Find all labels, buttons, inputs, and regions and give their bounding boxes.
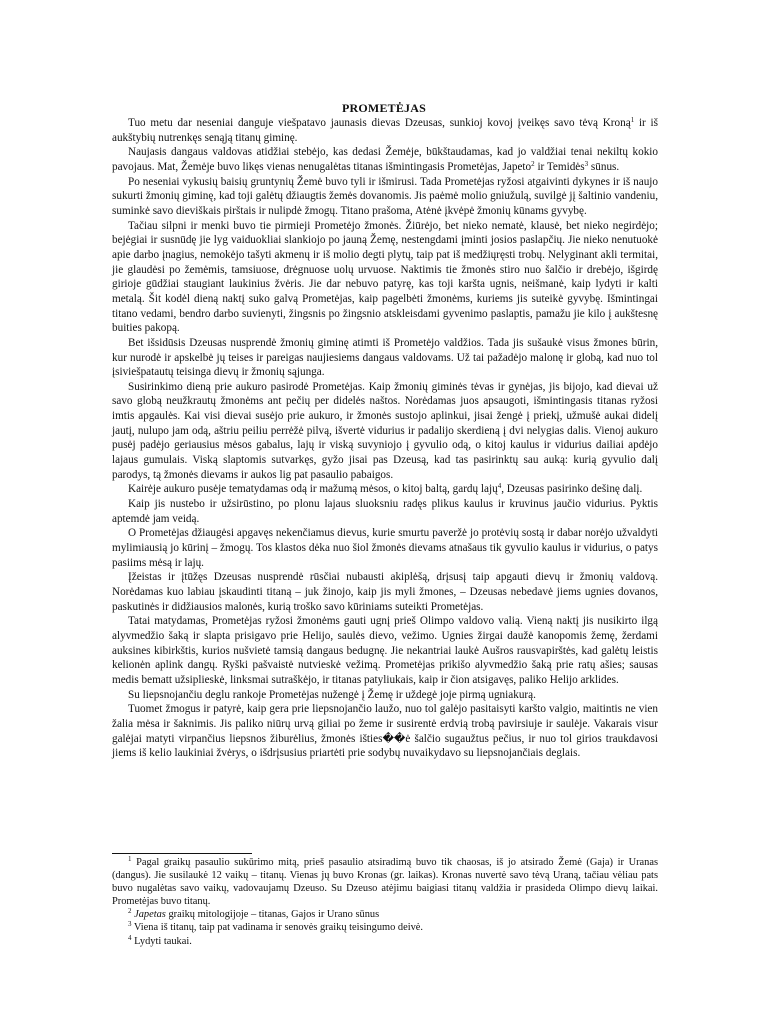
paragraph [112,526,658,570]
footnote-reference: 2 [531,159,535,168]
paragraph [112,145,658,174]
italic-term: Japetas [134,909,166,921]
text-run: Tuo metu dar neseniai danguje viešpatavo jaunasis dievas Dzeusas, sunkioj kovoj įveikęs savo tėvą Kroną [128,117,631,129]
footnote [112,908,658,921]
paragraph [112,614,658,687]
text-run: Įžeistas ir įtūžęs Dzeusas nusprendė rūsčiai nubausti akiplėšą, drįsusį taip apgauti dievų ir žmonių valdovą. Norėdamas kuo labiau įskaudinti titaną – juk žinojo, kaip jis myli žmones, – Dzeusas nebedavė jiems ugnies dovanos, paskutinės ir didžiausios malonės, kurią troško savo kūriniams suteikti Prometėjas. [112,571,658,613]
text-run: Pagal graikų pasaulio sukūrimo mitą, prieš pasaulio atsiradimą buvo tik chaosas, iš jo atsirado Žemė (Gaja) ir Uranas (dangus). Jie susilaukė 12 vaikų – titanų. Vienas jų buvo Kronas (gr. laikas). Kronas nuvertė savo tėvą Uraną, tačiau vėliau pats buvo nugalėtas savo vaikų, vadovaujamų Dzeuso. Su Dzeuso atėjimu baigiasi titanų valdžia ir prasideda Olimpo dievų laikai. Prometėjas buvo titanų. [112,857,658,908]
footnote-reference: 4 [497,482,502,491]
paragraph [112,688,658,703]
text-run: Kaip jis nustebo ir užsirūstino, po plonu lajaus sluoksniu radęs plikus kaulus ir kruvinus jaučio vidurius. Pyktis aptemdė jam veidą. [112,498,658,525]
paragraph [112,116,658,145]
paragraph [112,497,658,526]
footnote [112,921,658,934]
footnote [112,935,658,948]
paragraph [112,380,658,483]
footnote-reference: 1 [630,116,635,124]
footnote-reference: 4 [128,933,132,942]
text-run: , Dzeusas pasirinko dešinę dalį. [501,483,643,496]
document-body [112,116,658,761]
paragraph [112,219,658,336]
footnote-reference: 3 [128,920,132,929]
text-run: Naujasis dangaus valdovas atidžiai stebėjo, kas dedasi Žemėje, būkštaudamas, kad jo valdžiai tenai nekiltų kokio pavojaus. Mat, Žemėje buvo likęs vienas nenugalėtas titanas išmintingasis Prometėjas, Japeto [112,146,658,173]
text-run: graikų mitologijoje – titanas, Gajos ir Urano sūnus [165,909,380,921]
text-run: Viena iš titanų, taip pat vadinama ir senovės graikų teisingumo deivė. [131,922,423,934]
text-run: Su liepsnojančiu deglu rankoje Prometėjas nužengė į Žemę ir uždegė joje pirmą ugniakurą. [128,688,536,701]
footnote-reference: 1 [128,855,132,863]
paragraph [112,175,658,219]
text-run: ir iš aukštybių nutrenkęs senąją titanų giminę. [112,117,658,144]
text-run: Tačiau silpni ir menki buvo tie pirmieji Prometėjo žmonės. Žiūrėjo, bet nieko nematė, klausė, bet nieko negirdėjo; bejėgiai ir susnūdę jie lyg vaiduokliai slankiojo po jauną Žemę, nestengdami įminti josios paslapčių. Jie nieko nenutuokė apie darbo įnagius, nemokėjo tašyti akmenų ir iš molio degti plytų, taip pat iš medžiųręsti trobų. Nelyginant akli termitai, jie glaudėsi po žemėmis, tamsiuose, drėgnuose uolų urvuose. Naktimis tie žmonės stiro nuo šalčio ir drebėjo, išgirdę girioje gūdžiai staugiant laukinius žvėris. Jie dar nebuvo patyrę, kas toji karšta ugnis, neišmanė, kaip lydyti ir kalti metalą. Šit kodėl dieną naktį suko galvą Prometėjas, kaip pagelbėti žmonėms, kuriems jis suteikė gyvybę. Išmintingai titano vedami, bendro darbo suvienyti, žingsnis po žingsnio atskleisdami gyvenimo paslaptis, pamažu jie kilo į aukštesnę buities pakopą. [112,219,658,335]
text-run: Bet išsidūsis Dzeusas nusprendė žmonių giminę atimti iš Prometėjo valdžios. Tada jis sušaukė visus žmones būrin, kur nurodė ir apskelbė jų teises ir pareigas naujiesiems dangaus valdovams. Už tai pažadėjo malonę ir globą, kad nuo tol įsiviešpatautų teisinga dievų ir žmonių sąjunga. [112,336,658,379]
paragraph [112,570,658,614]
text-run: O Prometėjas džiaugėsi apgavęs nekenčiamus dievus, kurie smurtu paveržė jo protėvių sostą ir dabar norėjo užvaldyti mylimiausią jo kūrinį – žmogų. Tos klastos dėka nuo šiol žmonės dievams atnašaus tik gyvulio kaulus ir vidurius, o patys pasiims mėsą ir lajų. [112,527,658,569]
text-run: Susirinkimo dieną prie aukuro pasirodė Prometėjas. Kaip žmonių giminės tėvas ir gynėjas, jis bijojo, kad dievai už savo globą neužkrautų žmonėms ant pečių per didelės naštos. Norėdamas juos apsaugoti, išmintingasis titanas ryžosi imtis apgaulės. Kai visi dievai susėjo prie aukuro, ir žmonės sustojo aplinkui, jisai žengė į priekį, užmušė aukai didelį jautį, nulupo jam odą, aštriu peiliu perrėžė pilvą, išvertė vidurius ir padalijo skerdieną į dvi nelygias dalis. Vienoj aukuro pusėj padėjo geriausius mėsos gabalus, lajų ir viską suvyniojo į gyvulio odą, o kitoj kaulus ir vidurius dailiai apdėjo lajaus gumulais. Viską slaptomis sutvarkęs, gyžo jisai pas Dzeusą, kad tas pasirinktų sau auką: kurią gyvulio dalį parodys, tą žmonės dievams ir aukos lig pat pasaulio pabaigos. [112,380,658,481]
paragraph [112,702,658,761]
text-run: Kairėje aukuro pusėje tematydamas odą ir mažumą mėsos, o kitoj baltą, gardų lajų [128,483,498,496]
paragraph [112,482,658,497]
footnote-separator [112,853,252,854]
text-run: Tatai matydamas, Prometėjas ryžosi žmonėms gauti ugnį prieš Olimpo valdovo valią. Vieną naktį jis nusikirto ilgą alyvmedžio šaką ir slapta prisigavo prie Helijo, saulės dievo, vežimo. Ugnies žirgai daužė kanopomis žemę, žerdami auksines kibirkštis, kurios nušvietė tamsią dangaus bedugnę. Jie nekantriai laukė Aušros rausvapirštės, kad galėtų leistis kelionėn aplink dangų. Ryški pašvaistė nutvieskė vežimą. Prometėjas prikišo alyvmedžio šaką prie ratų ašies; sausas medis bematt užsiplieskė, linksmai sutraškėjo, ir titanas patyliukais, kaip ir čion atsigavęs, paliko Helijo arklides. [112,615,658,686]
footnotes-section [112,856,658,948]
text-run: ir Temidės [534,160,585,173]
text-run: Lydyti taukai. [131,935,192,947]
footnote-reference: 3 [584,159,589,168]
paragraph [112,336,658,380]
text-run: sūnus. [588,160,620,173]
text-run: Po neseniai vykusių baisių gruntynių Žemė buvo tyli ir išmirusi. Tada Prometėjas ryžosi atgaivinti dykynes ir iš naujo sukurti žmonių giminę, kad toji galėtų džiaugtis žemės dovanomis. Jis paėmė molio gniužulą, suvilgė jį šaltinio vandeniu, suminkė savo dieviškais pirštais ir nulipdė žmogų. Titano prašoma, Atėnė įkvėpė žmonių kūnams gyvybę. [112,175,658,217]
document-title: PROMETĖJAS [341,101,426,115]
text-run: Tuomet žmogus ir patyrė, kaip gera prie liepsnojančio laužo, nuo tol galėjo pasitaisyti karšto valgio, maitintis ne vien žalia mėsa ir šaknimis. Jis paliko niūrų urvą giliai po žeme ir susirentė erdvią trobą pavirsiuje ir saulėje. Vakarais visur galėjai matyti virpančius liepsnos žiburėlius, žmonės išties��ė šalčio sugaužtus pečius, ir nuo tol girios traukdavosi jiems iš kelio laukiniai žvėrys, o išdrįsusius priartėti prie sodybų nuvaikydavo su liepsnojančiais deglais. [112,703,658,760]
footnote-reference: 2 [128,907,132,916]
footnote [112,856,658,908]
